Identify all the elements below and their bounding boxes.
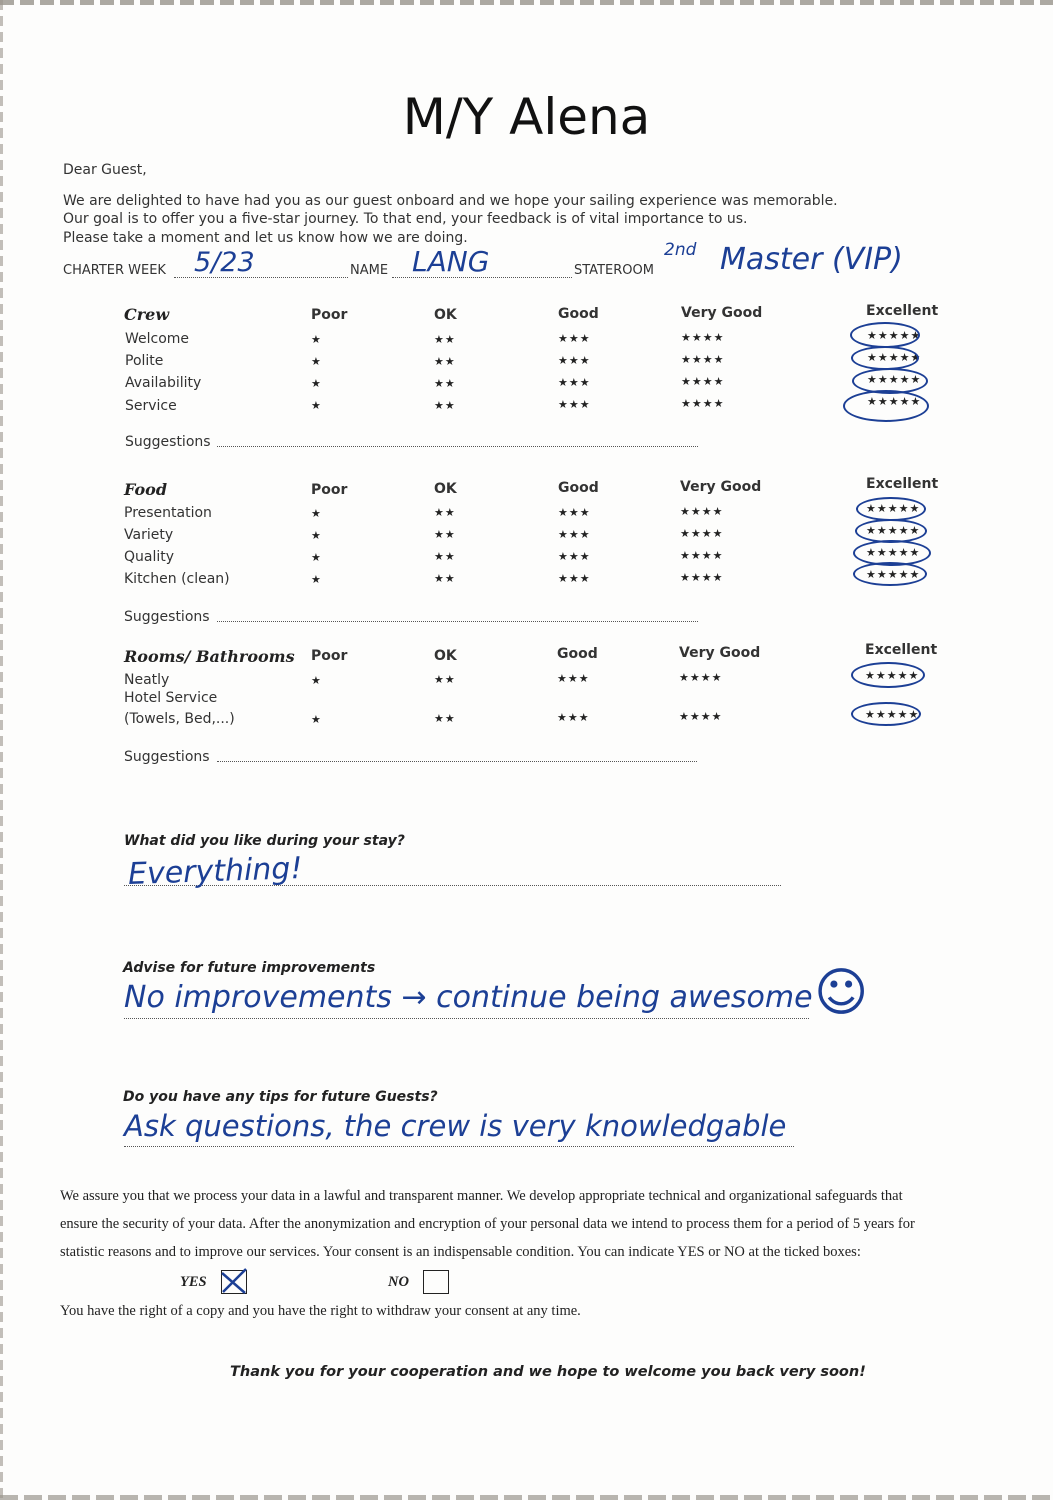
col-excellent: Excellent xyxy=(865,642,938,658)
consent-yes-checkbox[interactable] xyxy=(221,1270,247,1294)
name-value[interactable]: LANG xyxy=(412,245,490,278)
rating-4-star[interactable]: ★★★★ xyxy=(679,671,723,684)
row-label-service: Service xyxy=(125,398,177,414)
legal-line-2: ensure the security of your data. After the anonymization and encryption of your personal data we intend to process them for a period of 5 years for xyxy=(60,1216,915,1232)
rating-3-star[interactable]: ★★★ xyxy=(558,376,591,389)
col-poor: Poor xyxy=(311,307,348,323)
col-excellent: Excellent xyxy=(866,476,939,492)
stateroom-superscript[interactable]: 2nd xyxy=(664,240,697,260)
rating-4-star[interactable]: ★★★★ xyxy=(681,353,725,366)
selection-circle xyxy=(843,390,929,422)
rating-5-star-selected[interactable]: ★★★★★ xyxy=(866,524,921,537)
question-liked: What did you like during your stay? xyxy=(124,833,405,849)
smiley-icon: ☺ xyxy=(814,963,869,1023)
stateroom-value[interactable]: Master (VIP) xyxy=(720,242,903,277)
rating-5-star-selected[interactable]: ★★★★★ xyxy=(866,546,921,559)
rating-2-star[interactable]: ★★ xyxy=(434,528,456,541)
intro-line-3: Please take a moment and let us know how we are doing. xyxy=(63,230,468,246)
rating-5-star-selected[interactable]: ★★★★★ xyxy=(866,502,921,515)
row-label-towels-bed: (Towels, Bed,...) xyxy=(124,711,235,727)
col-good: Good xyxy=(557,646,598,662)
legal-line-1: We assure you that we process your data in a lawful and transparent manner. We develop appropriate technical and organizational safeguards that xyxy=(60,1188,903,1204)
suggestions-label: Suggestions xyxy=(125,434,211,450)
suggestions-line[interactable] xyxy=(217,446,698,447)
col-excellent: Excellent xyxy=(866,303,939,319)
col-very-good: Very Good xyxy=(680,479,762,495)
suggestions-label: Suggestions xyxy=(124,609,210,625)
question-tips: Do you have any tips for future Guests? xyxy=(123,1089,438,1105)
rating-3-star[interactable]: ★★★ xyxy=(557,711,590,724)
rating-1-star[interactable]: ★ xyxy=(311,355,322,368)
section-title-food: Food xyxy=(124,480,168,499)
scan-edge-bottom xyxy=(0,1495,1053,1500)
rating-2-star[interactable]: ★★ xyxy=(434,355,456,368)
rating-2-star[interactable]: ★★ xyxy=(434,399,456,412)
rating-3-star[interactable]: ★★★ xyxy=(558,506,591,519)
col-ok: OK xyxy=(434,307,457,323)
consent-no-label: NO xyxy=(388,1274,409,1290)
rating-4-star[interactable]: ★★★★ xyxy=(680,505,724,518)
rating-1-star[interactable]: ★ xyxy=(311,399,322,412)
consent-no-checkbox[interactable] xyxy=(423,1270,449,1294)
rating-5-star-selected[interactable]: ★★★★★ xyxy=(865,708,920,721)
row-label-kitchen: Kitchen (clean) xyxy=(124,571,230,587)
consent-yes-label: YES xyxy=(180,1274,207,1290)
selection-circle xyxy=(850,322,920,348)
row-label-variety: Variety xyxy=(124,527,174,543)
col-very-good: Very Good xyxy=(681,305,763,321)
rating-4-star[interactable]: ★★★★ xyxy=(680,549,724,562)
answer-liked[interactable]: Everything! xyxy=(127,850,304,893)
charter-week-label: CHARTER WEEK xyxy=(63,263,166,278)
row-label-quality: Quality xyxy=(124,549,175,565)
scan-edge-left xyxy=(0,0,3,1500)
col-good: Good xyxy=(558,480,599,496)
rating-5-star-selected[interactable]: ★★★★★ xyxy=(865,669,920,682)
answer-line-tips xyxy=(124,1146,794,1147)
rating-4-star[interactable]: ★★★★ xyxy=(681,331,725,344)
row-label-availability: Availability xyxy=(125,375,202,391)
rating-2-star[interactable]: ★★ xyxy=(434,333,456,346)
rating-3-star[interactable]: ★★★ xyxy=(558,332,591,345)
selection-circle xyxy=(853,562,927,586)
suggestions-line[interactable] xyxy=(217,621,698,622)
rating-1-star[interactable]: ★ xyxy=(311,713,322,726)
col-ok: OK xyxy=(434,481,457,497)
selection-circle xyxy=(856,497,926,521)
col-good: Good xyxy=(558,306,599,322)
suggestions-line[interactable] xyxy=(217,761,697,762)
scan-edge-top xyxy=(0,0,1053,5)
rating-1-star[interactable]: ★ xyxy=(311,674,322,687)
rating-1-star[interactable]: ★ xyxy=(311,529,322,542)
rating-2-star[interactable]: ★★ xyxy=(434,712,456,725)
rating-3-star[interactable]: ★★★ xyxy=(557,672,590,685)
question-advise: Advise for future improvements xyxy=(123,960,376,976)
col-poor: Poor xyxy=(311,648,348,664)
rating-5-star-selected[interactable]: ★★★★★ xyxy=(867,329,922,342)
rating-3-star[interactable]: ★★★ xyxy=(558,572,591,585)
col-poor: Poor xyxy=(311,482,348,498)
rating-1-star[interactable]: ★ xyxy=(311,551,322,564)
row-label-polite: Polite xyxy=(125,353,164,369)
col-very-good: Very Good xyxy=(679,645,761,661)
rating-1-star[interactable]: ★ xyxy=(311,377,322,390)
page-title: M/Y Alena xyxy=(402,88,651,146)
row-label-hotel-service: Hotel Service xyxy=(124,690,218,706)
selection-circle xyxy=(851,662,925,688)
suggestions-label: Suggestions xyxy=(124,749,210,765)
answer-tips[interactable]: Ask questions, the crew is very knowledgable xyxy=(124,1109,787,1143)
rating-1-star[interactable]: ★ xyxy=(311,573,322,586)
answer-advise[interactable]: No improvements → continue being awesome xyxy=(124,980,813,1015)
col-ok: OK xyxy=(434,648,457,664)
rating-2-star[interactable]: ★★ xyxy=(434,377,456,390)
rating-3-star[interactable]: ★★★ xyxy=(558,354,591,367)
rating-2-star[interactable]: ★★ xyxy=(434,572,456,585)
rating-2-star[interactable]: ★★ xyxy=(434,550,456,563)
rating-3-star[interactable]: ★★★ xyxy=(558,398,591,411)
check-x-icon xyxy=(219,1267,249,1295)
rating-4-star[interactable]: ★★★★ xyxy=(681,375,725,388)
rating-2-star[interactable]: ★★ xyxy=(434,673,456,686)
row-label-neatly: Neatly xyxy=(124,672,170,688)
rating-4-star[interactable]: ★★★★ xyxy=(680,527,724,540)
intro-line-2: Our goal is to offer you a five-star journey. To that end, your feedback is of vital importance to us. xyxy=(63,211,748,227)
section-title-rooms: Rooms/ Bathrooms xyxy=(124,647,295,666)
row-label-presentation: Presentation xyxy=(124,505,212,521)
rating-3-star[interactable]: ★★★ xyxy=(558,550,591,563)
rating-5-star-selected[interactable]: ★★★★★ xyxy=(866,568,921,581)
rating-2-star[interactable]: ★★ xyxy=(434,506,456,519)
answer-line-advise xyxy=(124,1018,809,1019)
rating-5-star-selected[interactable]: ★★★★★ xyxy=(867,351,922,364)
legal-line-4: You have the right of a copy and you have the right to withdraw your consent at any time. xyxy=(60,1303,581,1319)
rating-5-star-selected[interactable]: ★★★★★ xyxy=(867,373,922,386)
intro-line-1: We are delighted to have had you as our guest onboard and we hope your sailing experience was memorable. xyxy=(63,193,838,209)
stateroom-label: STATEROOM xyxy=(574,263,654,278)
rating-1-star[interactable]: ★ xyxy=(311,507,322,520)
thank-you-message: Thank you for your cooperation and we hope to welcome you back very soon! xyxy=(230,1364,866,1380)
legal-line-3: statistic reasons and to improve our services. Your consent is an indispensable condition. You can indicate YES or NO at the ticked boxes: xyxy=(60,1244,861,1260)
rating-4-star[interactable]: ★★★★ xyxy=(679,710,723,723)
section-title-crew: Crew xyxy=(124,305,170,324)
salutation: Dear Guest, xyxy=(63,162,147,178)
rating-1-star[interactable]: ★ xyxy=(311,333,322,346)
row-label-welcome: Welcome xyxy=(125,331,190,347)
rating-4-star[interactable]: ★★★★ xyxy=(680,571,724,584)
selection-circle xyxy=(851,702,921,726)
name-label: NAME xyxy=(350,263,389,278)
rating-4-star[interactable]: ★★★★ xyxy=(681,397,725,410)
rating-3-star[interactable]: ★★★ xyxy=(558,528,591,541)
selection-circle xyxy=(851,346,922,370)
rating-5-star-selected[interactable]: ★★★★★ xyxy=(867,395,922,408)
charter-week-value[interactable]: 5/23 xyxy=(194,247,255,278)
